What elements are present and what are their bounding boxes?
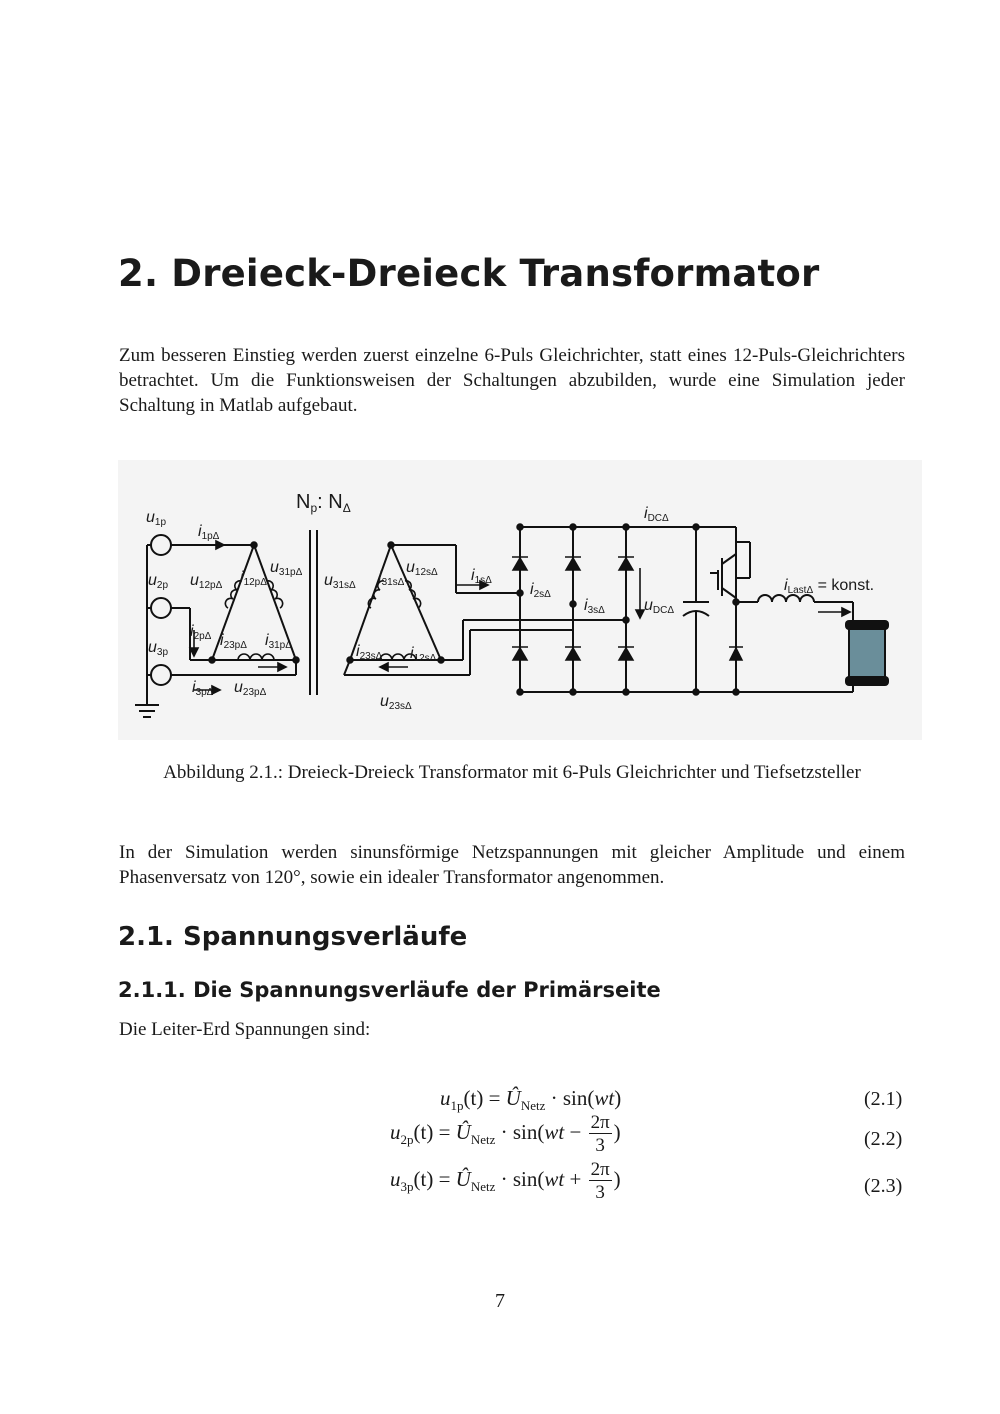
i1p-label: i1pΔ: [198, 523, 220, 542]
chapter-title: 2. Dreieck-Dreieck Transformator: [118, 252, 820, 295]
idc-label: iDCΔ: [644, 505, 669, 524]
svg-text:Np: NΔ: $N_p$: $N_\Delta$: [296, 491, 351, 515]
i2s-label: i2sΔ: [530, 581, 551, 600]
u1p-label: u1p: [146, 509, 167, 528]
i31s-label: i31sΔ: [378, 569, 405, 588]
assumption-paragraph: In der Simulation werden sinunsförmige Netzspannungen mit gleicher Amplitude und einem Phasenversatz von 120°, sowie ein idealer Transformator angenommen.: [119, 842, 905, 888]
subsection-title: 2.1.1. Die Spannungsverläufe der Primärseite: [118, 978, 661, 1002]
udc-label: uDCΔ: [644, 597, 675, 616]
circuit-diagram: [118, 460, 922, 740]
equation-number-2-1: (2.1): [864, 1088, 903, 1110]
ratio-nd-label: N: [328, 491, 343, 513]
u3p-label: u3p: [148, 639, 169, 658]
u12p-label: u12pΔ: [190, 572, 223, 591]
equations-intro: Die Leiter-Erd Spannungen sind:: [119, 1019, 371, 1040]
i23p-label: i23pΔ: [220, 632, 247, 651]
equation-2-2: $u_{2p}(t)$ = $Û_{Netz} \cdot \sin(wt$ − $\frac{2\pi}{3}$ ): [390, 1112, 621, 1156]
ilast-label: iLastΔ = konst.: [784, 577, 875, 596]
circuit-figure: [118, 460, 922, 740]
u23s-label: u23sΔ: [380, 693, 412, 712]
figure-caption: Abbildung 2.1.: Dreieck-Dreieck Transformator mit 6-Puls Gleichrichter und Tiefsetzsteller: [163, 762, 861, 783]
equation-2-3: $u_{3p}(t)$ = $Û_{Netz} \cdot \sin(wt$ + $\frac{2\pi}{3}$ ): [390, 1159, 621, 1203]
u31p-label: u31pΔ: [270, 559, 303, 578]
u31s-label: u31sΔ: [324, 572, 356, 591]
i31p-label: i31pΔ: [265, 632, 292, 651]
u2p-label: u2p: [148, 572, 169, 591]
equation-number-2-3: (2.3): [864, 1175, 903, 1197]
i12p-label: i12pΔ: [240, 569, 267, 588]
equation-2-1: $u_{1p}(t)$ = $Û_{Netz} \cdot \sin(wt)$: [440, 1086, 622, 1114]
ratio-np-label: N: [296, 491, 311, 513]
i1s-label: i1sΔ: [471, 567, 492, 586]
equation-number-2-2: (2.2): [864, 1128, 903, 1150]
i3s-label: i3sΔ: [584, 597, 605, 616]
i12s-label: i12sΔ: [410, 645, 437, 664]
intro-paragraph: Zum besseren Einstieg werden zuerst einzelne 6-Puls Gleichrichter, statt eines 12-Puls-Gleichrichters betrachtet. Um die Funktionsweisen der Schaltungen abzubilden, wurde eine Simulation jeder Schaltung in Matlab aufgebaut.: [119, 345, 905, 416]
i3p-label: i3pΔ: [192, 679, 214, 698]
i23s-label: i23sΔ: [356, 643, 383, 662]
section-title: 2.1. Spannungsverläufe: [118, 922, 468, 952]
u23p-label: u23pΔ: [234, 679, 267, 698]
i2p-label: i2pΔ: [190, 623, 212, 642]
u12s-label: u12sΔ: [406, 559, 438, 578]
page-number: 7: [495, 1290, 505, 1312]
